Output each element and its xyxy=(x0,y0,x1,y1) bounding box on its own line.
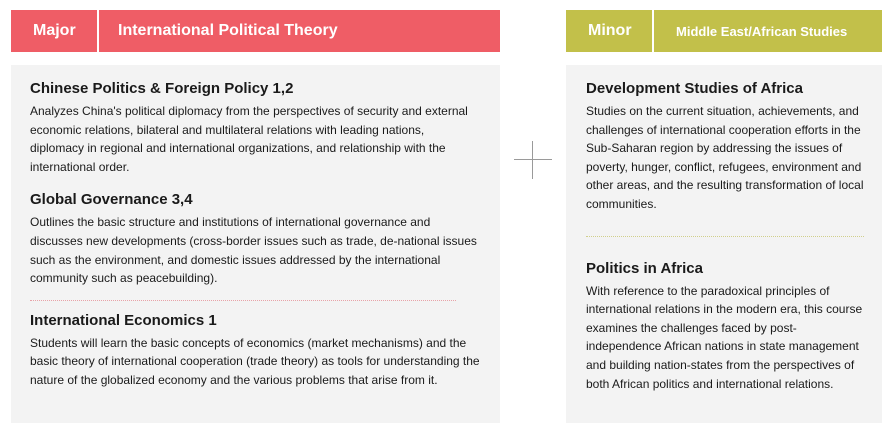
major-tag: Major xyxy=(11,10,99,52)
minor-header-bar xyxy=(566,10,882,52)
course-item xyxy=(30,311,480,390)
course-description: Studies on the current situation, achievements, and challenges of international cooperation efforts in the Sub-Saharan region by addressing the issues of poverty, hunger, conflict, refugees, environment and other areas, and the resulting transformation of local communities. xyxy=(586,104,864,211)
course-description: With reference to the paradoxical principles of international relations in the modern era, this course examines the challenges faced by post-independence African nations in state management and building nation-states from the perspectives of both African politics and international relations. xyxy=(586,283,863,391)
major-title: International Political Theory xyxy=(118,22,338,39)
minor-tag: Minor xyxy=(566,10,654,52)
minor-title: Middle East/African Studies xyxy=(676,23,848,39)
course-title: International Economics 1 xyxy=(30,311,217,329)
divider xyxy=(586,236,864,237)
course-description: Analyzes China's political diplomacy from the perspectives of security and external economic relations, bilateral and multilateral relations with leading nations, diplomacy in regional and international organizations, and relationship with the international order. xyxy=(30,104,468,174)
course-description: Outlines the basic structure and institutions of international governance and discusses new developments (cross-border issues such as trade, de-national issues such as the environment, and domestic issues addressed by the international community such as peacebuilding). xyxy=(30,215,477,286)
course-item xyxy=(30,79,480,176)
course-item xyxy=(586,79,864,214)
course-title: Politics in Africa xyxy=(586,259,703,277)
minor-courses-panel xyxy=(566,65,882,423)
plus-icon xyxy=(514,141,552,179)
course-item xyxy=(586,259,864,394)
course-description: Students will learn the basic concepts of economics (market mechanisms) and the basic theory of international cooperation (trade theory) as tools for understanding the nature of the globalized economy and the various problems that arise from it. xyxy=(30,335,480,387)
course-title: Global Governance 3,4 xyxy=(30,191,193,209)
course-title: Chinese Politics & Foreign Policy 1,2 xyxy=(30,80,294,97)
divider xyxy=(30,300,456,301)
major-courses-panel xyxy=(11,65,500,423)
major-header-bar xyxy=(11,10,500,52)
course-title: Development Studies of Africa xyxy=(586,80,803,97)
course-item xyxy=(30,190,480,287)
